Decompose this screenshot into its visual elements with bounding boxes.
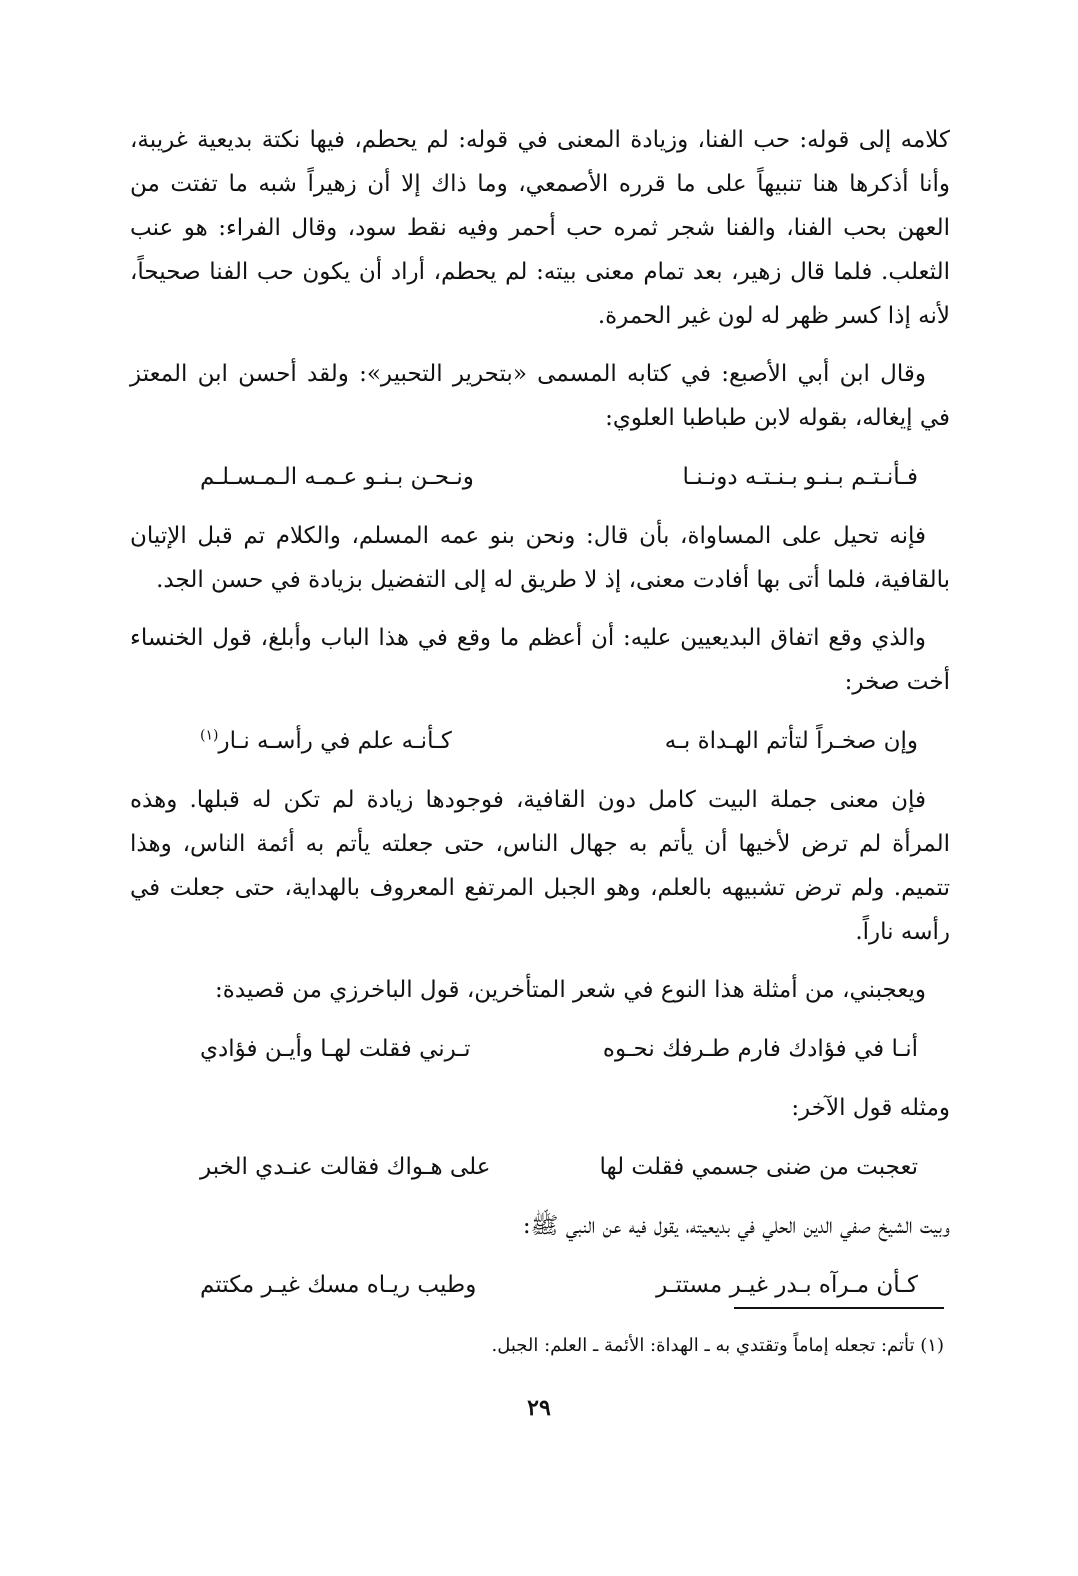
verse-first-hemistich: كـأن مـرآه بـدر غيـر مستتـر [656, 1272, 918, 1298]
verse-second-hemistich: كـأنـه علم في رأسـه نـار [218, 728, 452, 754]
verse-line [130, 1262, 950, 1308]
verse-first-hemistich: وإن صخـراً لتأتم الهـداة بـه [664, 728, 918, 754]
verse-line [130, 454, 950, 500]
footnote-reference: (١) [200, 727, 219, 744]
paragraph: والذي وقع اتفاق البديعيين عليه: أن أعظم ما وقع في هذا الباب وأبلغ، قول الخنساء أخت صخر: [130, 625, 950, 695]
verse-first-hemistich: تعجبت من ضنى جسمي فقلت لها [599, 1154, 918, 1180]
verse-second-hemistich: وطيب ريـاه مسك غيـر مكتتم [200, 1272, 477, 1298]
verse-line [130, 1026, 950, 1072]
verse-second-hemistich: على هـواك فقالت عنـدي الخبر [200, 1154, 491, 1180]
footnote-divider [734, 1307, 944, 1309]
verse-second-hemistich: ونـحـن بـنـو عـمـه الـمـسـلـم [200, 464, 474, 490]
verse-first-hemistich: أنـا في فؤادك فارم طـرفك نحـوه [602, 1036, 918, 1062]
verse-line [130, 718, 950, 764]
paragraph: ويعجبني، من أمثلة هذا النوع في شعر المتأخرين، قول الباخرزي من قصيدة: [215, 977, 926, 1003]
footnote: (١) تأتم: تجعله إماماً وتقتدي به ـ الهداة: الأئمة ـ العلم: الجبل. [491, 1335, 944, 1356]
paragraph: ومثله قول الآخر: [791, 1095, 950, 1121]
paragraph: فإنه تحيل على المساواة، بأن قال: ونحن بنو عمه المسلم، والكلام تم قبل الإتيان بالقافية، فلما أتى بها أفادت معنى، إذ لا طريق له إلى التفضيل بزيادة في حسن الجد. [130, 523, 950, 593]
paragraph: كلامه إلى قوله: حب الفنا، وزيادة المعنى في قوله: لم يحطم، فيها نكتة بديعية غريبة، وأنا أذكرها هنا تنبيهاً على ما قرره الأصمعي، وما ذاك إلا أن زهيراً شبه ما تفتت من العهن بحب الفنا، والفنا شجر ثمره حب أحمر وفيه نقط سود، وقال الفراء: هو عنب الثعلب. فلما قال زهير، بعد تمام معنى بيته: لم يحطم، أراد أن يكون حب الفنا صحيحاً، لأنه إذا كسر ظهر له لون غير الحمرة. [130, 127, 950, 329]
paragraph: وبيت الشيخ صفي الدين الحلي في بديعيته، يقول فيه عن النبي ﷺ: [522, 1213, 950, 1239]
verse-line [130, 1144, 950, 1190]
verse-second-hemistich: تـرني فقلت لهـا وأيـن فؤادي [200, 1036, 471, 1062]
verse-first-hemistich: فـأنـتـم بـنـو بـنـتـه دونـنـا [682, 464, 918, 490]
paragraph: وقال ابن أبي الأصبع: في كتابه المسمى «بتحرير التحبير»: ولقد أحسن ابن المعتز في إيغاله، بقوله لابن طباطبا العلوي: [130, 361, 950, 431]
page-body [130, 118, 950, 1322]
paragraph: فإن معنى جملة البيت كامل دون القافية، فوجودها زيادة لم تكن له قبلها. وهذه المرأة لم ترض لأخيها أن يأتم به جهال الناس، حتى جعلته يأتم به أئمة الناس، وهذا تتميم. ولم ترض تشبيهه بالعلم، وهو الجبل المرتفع المعروف بالهداية، حتى جعلت في رأسه ناراً. [130, 787, 950, 945]
page-number: ٢٩ [527, 1395, 551, 1421]
verse-second-hemistich-with-ref [200, 718, 452, 764]
